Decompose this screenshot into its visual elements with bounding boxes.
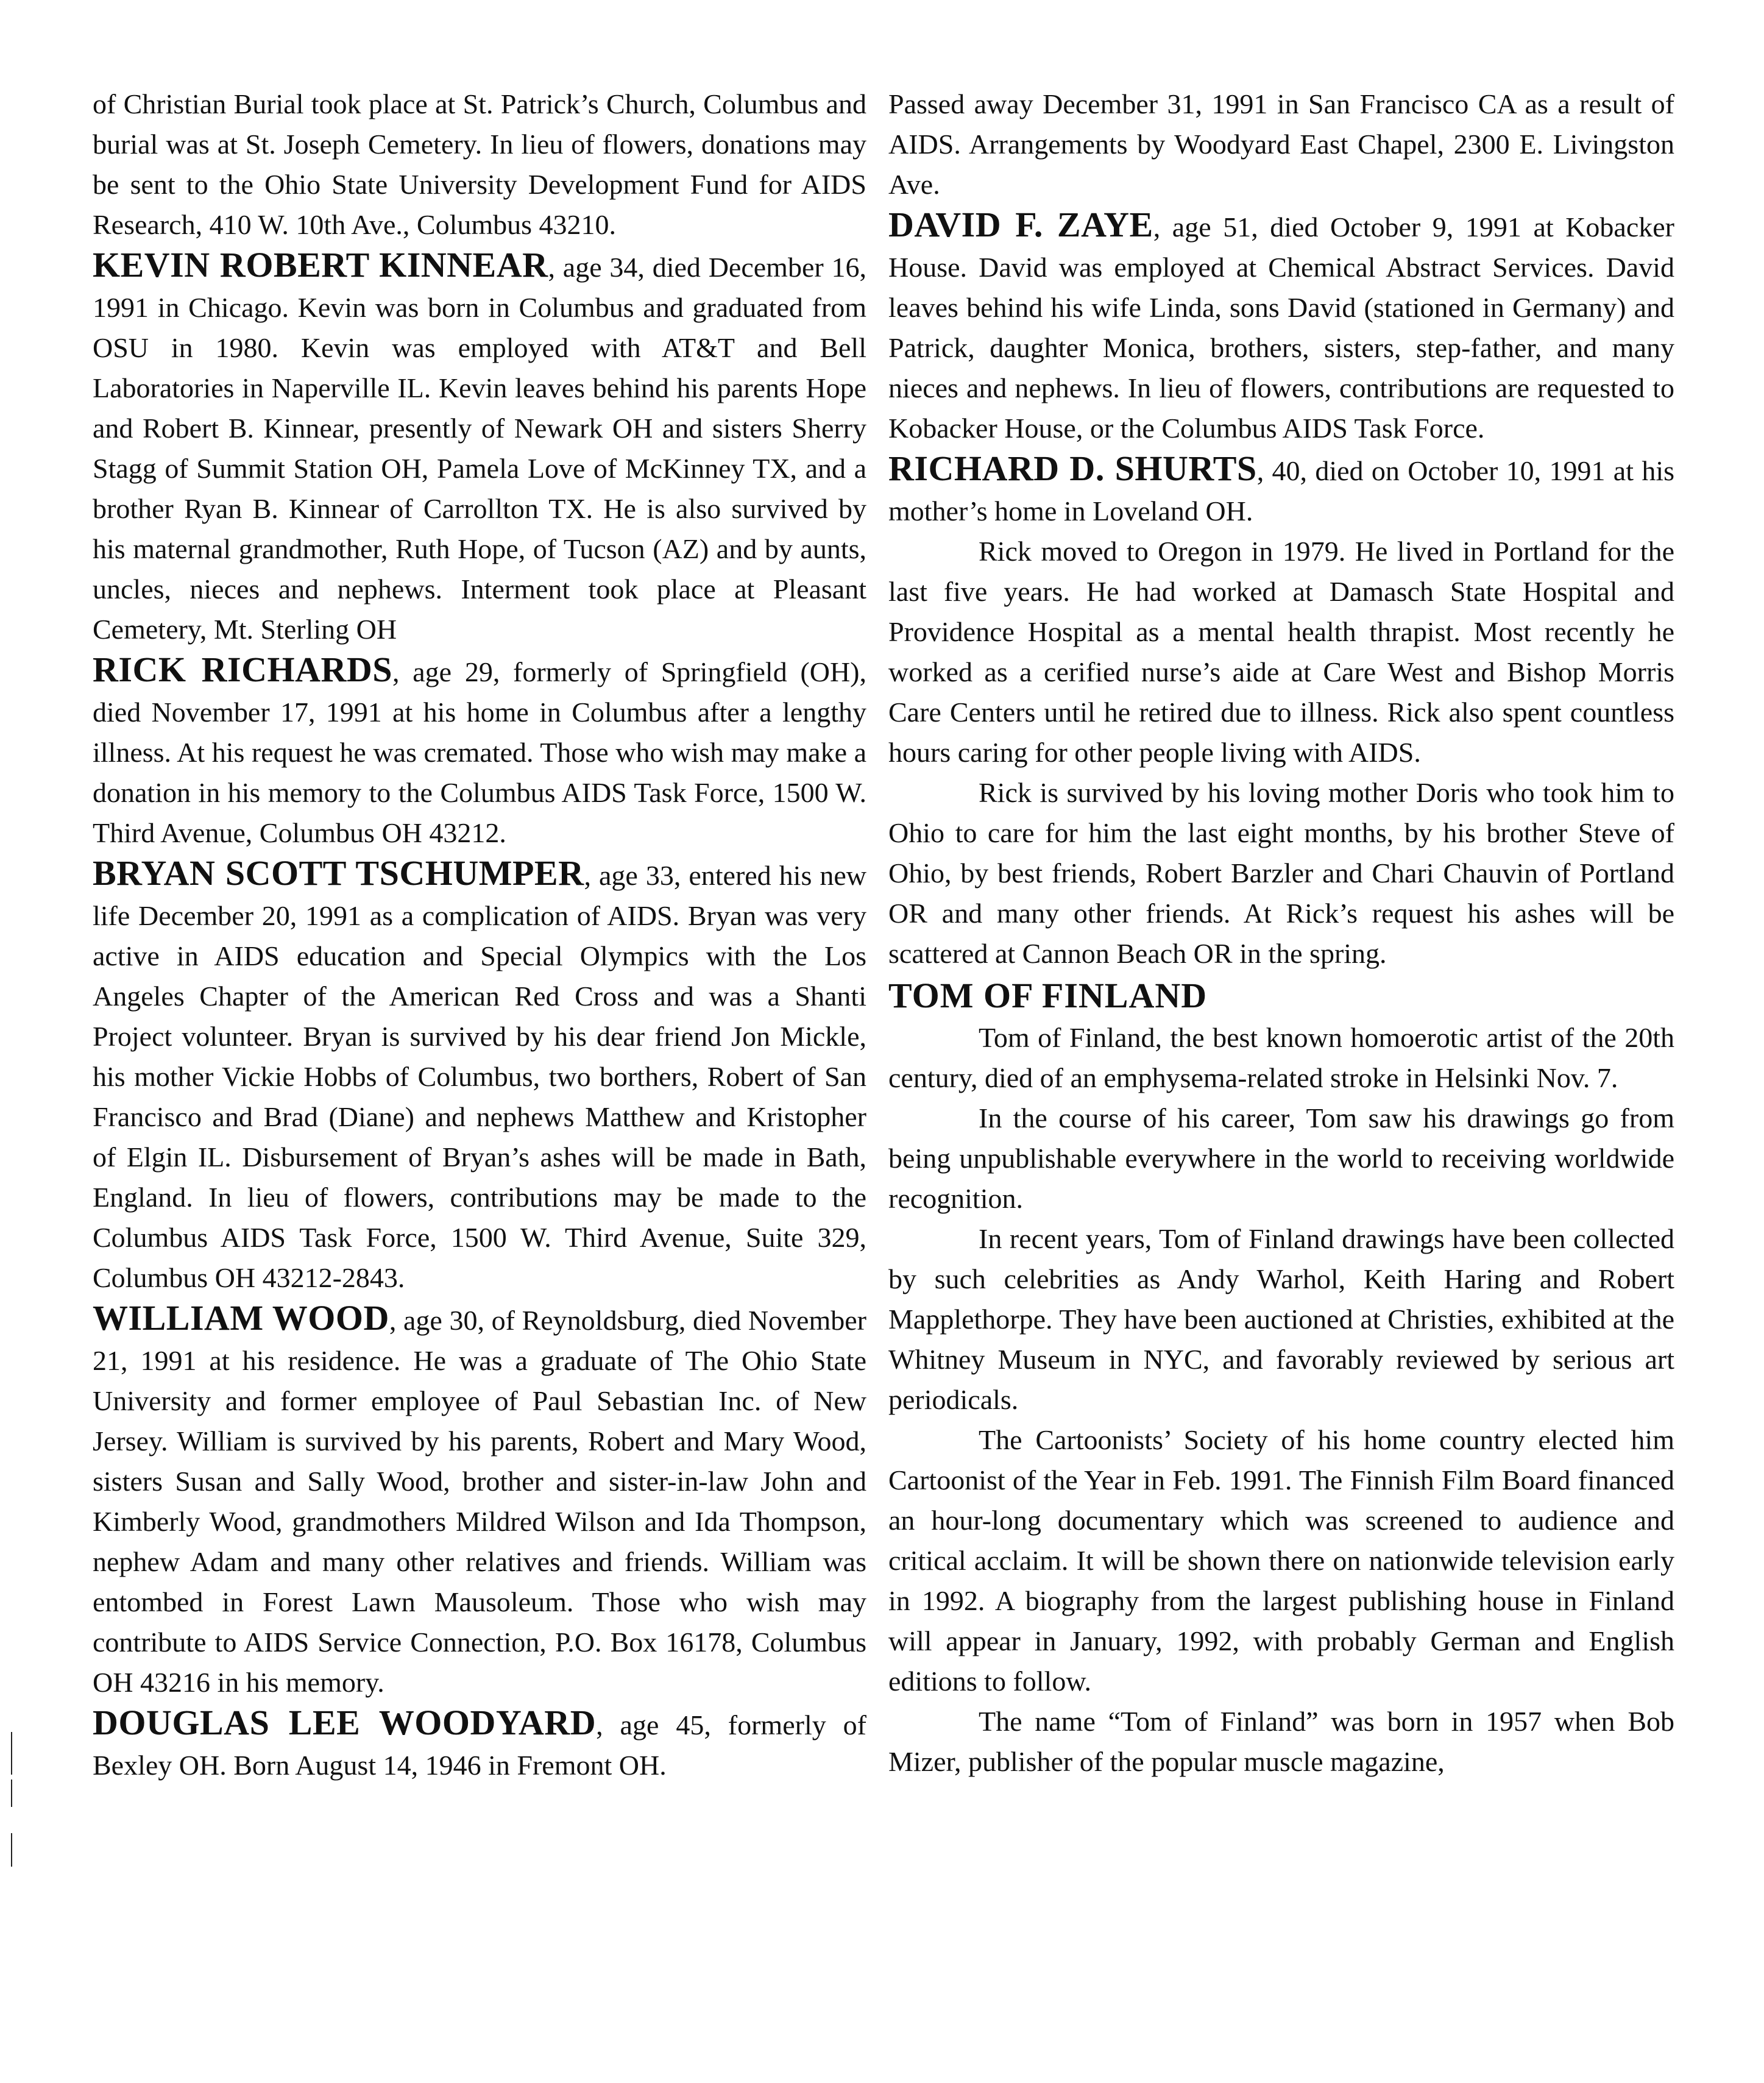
- article-paragraph: In the course of his career, Tom saw his drawings go from being unpublishable everywhere in the world to receiving worldwide recognition.: [888, 1102, 1674, 1214]
- article-paragraph: The Cartoonists’ Society of his home country elected him Cartoonist of the Year in Feb. 1991. The Finnish Film Board financed an hour-long documentary which was screened to audience and critical acclaim. It will be shown there on nationwide television early in 1992. A biography from the largest publishing house in Finland will appear in January, 1992, with probably German and English editions to follow.: [888, 1424, 1674, 1697]
- article-paragraph: The name “Tom of Finland” was born in 1957 when Bob Mizer, publisher of the popular muscle magazine,: [888, 1706, 1674, 1777]
- obituary-continuation: Passed away December 31, 1991 in San Francisco CA as a result of AIDS. Arrangements by Woodyard East Chapel, 2300 E. Livingston Ave.: [888, 88, 1674, 200]
- obituary-name: BRYAN SCOTT TSCHUMPER: [93, 853, 584, 893]
- obituary-name: RICHARD D. SHURTS: [888, 449, 1257, 488]
- obituary-text: , age 30, of Reynoldsburg, died November 21, 1991 at his residence. He was a graduate of The Ohio State University and former employee of Paul Sebastian Inc. of New Jersey. William is survived by his parents, Robert and Mary Wood, sisters Susan and Sally Wood, brother and sister-in-law John and Kimberly Wood, grandmothers Mildred Wilson and Ida Thompson, nephew Adam and many other relatives and friends. William was entombed in Forest Lawn Mausoleum. Those who wish may contribute to AIDS Service Connection, P.O. Box 16178, Columbus OH 43216 in his memory.: [93, 1305, 866, 1698]
- obituary-entry: [93, 650, 866, 853]
- obituary-paragraph: Rick moved to Oregon in 1979. He lived in Portland for the last five years. He had worked at Damasch State Hospital and Providence Hospital as a mental health thrapist. Most recently he worked as a cerified nurse’s aide at Care West and Bishop Morris Care Centers until he retired due to illness. Rick also spent countless hours caring for other people living with AIDS.: [888, 536, 1674, 768]
- obituary-text: , age 33, entered his new life December 20, 1991 as a complication of AIDS. Bryan was very active in AIDS education and Special Olympics with the Los Angeles Chapter of the American Red Cross and was a Shanti Project volunteer. Bryan is survived by his dear friend Jon Mickle, his mother Vickie Hobbs of Columbus, two borthers, Robert of San Francisco and Brad (Diane) and nephews Matthew and Kristopher of Elgin IL. Disbursement of Bryan’s ashes will be made in Bath, England. In lieu of flowers, contributions may be made to the Columbus AIDS Task Force, 1500 W. Third Avenue, Suite 329, Columbus OH 43212-2843.: [93, 860, 866, 1293]
- obituary-entry: [93, 245, 866, 650]
- obituary-text: , 40, died on October 10, 1991 at his mother’s home in Loveland OH.: [888, 455, 1675, 527]
- article-heading: TOM OF FINLAND: [888, 976, 1208, 1015]
- obituary-text: , age 29, formerly of Springfield (OH), died November 17, 1991 at his home in Columbus after a lengthy illness. At his request he was cremated. Those who wish may make a donation in his memory to the Columbus AIDS Task Force, 1500 W. Third Avenue, Columbus OH 43212.: [93, 656, 866, 848]
- article-paragraph: Tom of Finland, the best known homoerotic artist of the 20th century, died of an emphysema-related stroke in Helsinki Nov. 7.: [888, 1022, 1674, 1093]
- obituary-name: RICK RICHARDS: [93, 650, 393, 689]
- scan-artifact-mark: [11, 1732, 12, 1775]
- obituary-name: DAVID F. ZAYE: [888, 205, 1153, 244]
- obituary-text: , age 34, died December 16, 1991 in Chicago. Kevin was born in Columbus and graduated from OSU in 1980. Kevin was employed with AT&T and Bell Laboratories in Naperville IL. Kevin leaves behind his parents Hope and Robert B. Kinnear, presently of Newark OH and sisters Sherry Stagg of Summit Station OH, Pamela Love of McKinney TX, and a brother Ryan B. Kinnear of Carrollton TX. He is also survived by his maternal grandmother, Ruth Hope, of Tucson (AZ) and by aunts, uncles, nieces and nephews. Interment took place at Pleasant Cemetery, Mt. Sterling OH: [93, 252, 866, 645]
- article-paragraph: In recent years, Tom of Finland drawings have been collected by such celebrities as Andy Warhol, Keith Haring and Robert Mapplethorpe. They have been auctioned at Christies, exhibited at the Whitney Museum in NYC, and favorably reviewed by serious art periodicals.: [888, 1223, 1674, 1415]
- obituary-entry: [888, 205, 1674, 449]
- scan-artifact-mark: [11, 1833, 12, 1867]
- obituary-name: KEVIN ROBERT KINNEAR: [93, 245, 548, 285]
- scan-artifact-mark: [11, 1780, 12, 1807]
- obituary-name: DOUGLAS LEE WOODYARD: [93, 1703, 597, 1742]
- obituary-entry: [93, 853, 866, 1298]
- obituary-text: , age 51, died October 9, 1991 at Kobacker House. David was employed at Chemical Abstract Services. David leaves behind his wife Linda, sons David (stationed in Germany) and Patrick, daughter Monica, brothers, sisters, step-father, and many nieces and nephews. In lieu of flowers, contributions are requested to Kobacker House, or the Columbus AIDS Task Force.: [888, 211, 1675, 444]
- obituary-entry: [93, 1703, 866, 1786]
- obituary-text: , age 45, formerly of Bexley OH. Born August 14, 1946 in Fremont OH.: [93, 1709, 867, 1781]
- obituary-continuation: of Christian Burial took place at St. Patrick’s Church, Columbus and burial was at St. Joseph Cemetery. In lieu of flowers, donations may be sent to the Ohio State University Development Fund for AIDS Research, 410 W. 10th Ave., Columbus 43210.: [93, 88, 866, 240]
- right-column: [888, 84, 1674, 1782]
- obituary-name: WILLIAM WOOD: [93, 1298, 389, 1338]
- left-column: [93, 84, 866, 1786]
- obituary-entry: [93, 1298, 866, 1703]
- obituary-entry: [888, 449, 1674, 531]
- obituary-paragraph: Rick is survived by his loving mother Doris who took him to Ohio to care for him the last eight months, by his brother Steve of Ohio, by best friends, Robert Barzler and Chari Chauvin of Portland OR and many other friends. At Rick’s request his ashes will be scattered at Cannon Beach OR in the spring.: [888, 777, 1674, 969]
